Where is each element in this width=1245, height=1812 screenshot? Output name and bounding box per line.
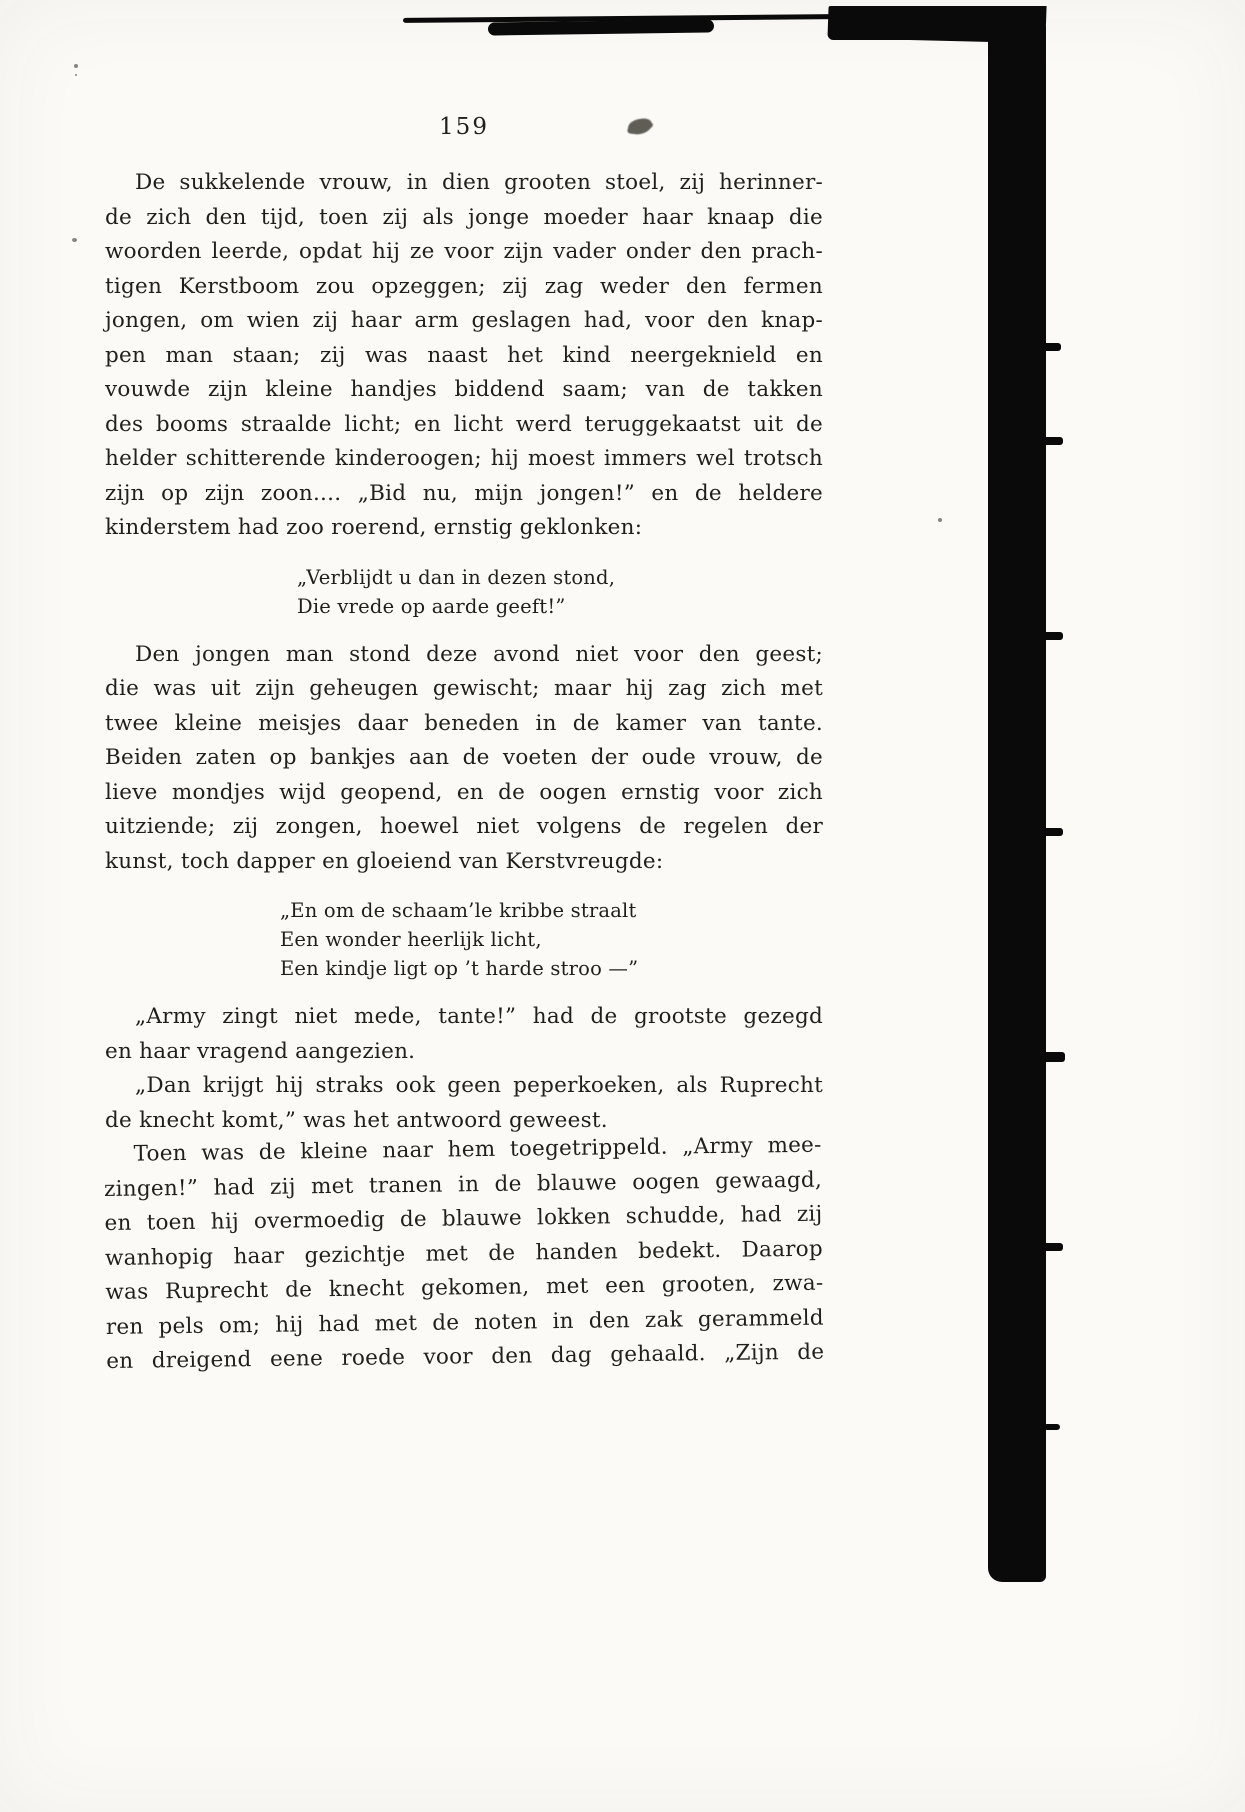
text-line: en toen hij overmoedig de blauwe lokken schudde, had zij: [104, 1201, 823, 1237]
text-line: kinderstem had zoo roerend, ernstig geklonken:: [105, 515, 643, 540]
verse-line: „En om de schaam’le kribbe straalt: [280, 899, 637, 922]
scan-artifact-tick: [1040, 1243, 1063, 1251]
ink-smudge-mark: [627, 117, 653, 135]
text-line: pen man staan; zij was naast het kind neergeknield en: [105, 342, 823, 368]
text-line: zingen!” had zij met tranen in de blauwe oogen gewaagd,: [103, 1167, 823, 1202]
scan-speck: [72, 238, 77, 242]
text-line: „Dan krijgt hij straks ook geen peperkoeken, als Ruprecht: [135, 1073, 823, 1098]
text-line: Beiden zaten op bankjes aan de voeten der oude vrouw, de: [105, 745, 823, 770]
page-number: 159: [439, 114, 489, 140]
text-line: Toen was de kleine naar hem toegetrippeld. „Army mee-: [133, 1132, 822, 1167]
text-line: en dreigend eene roede voor den dag gehaald. „Zijn de: [106, 1339, 825, 1374]
scan-artifact-tick: [1038, 343, 1061, 351]
text-column: [105, 110, 823, 1380]
text-line: de zich den tijd, toen zij als jonge moeder haar knaap die: [105, 204, 823, 230]
text-line: lieve mondjes wijd geopend, en de oogen ernstig voor zich: [105, 779, 823, 805]
text-line: De sukkelende vrouw, in dien grooten stoel, zij herinner-: [135, 170, 823, 195]
scan-artifact-tick: [1044, 1424, 1060, 1430]
verse-1: [297, 563, 823, 621]
text-line: ren pels om; hij had met de noten in den zak gerammeld: [105, 1305, 824, 1340]
scan-speck: [74, 64, 78, 68]
text-line: vouwde zijn kleine handjes biddend saam; van de takken: [105, 377, 823, 402]
text-line: twee kleine meisjes daar beneden in de kamer van tante.: [105, 710, 823, 736]
paragraph-1: [105, 166, 823, 546]
text-line: jongen, om wien zij haar arm geslagen had, voor den knap-: [105, 308, 823, 333]
scan-speck: [938, 518, 942, 522]
text-line: woorden leerde, opdat hij ze voor zijn vader onder den prach-: [105, 239, 823, 264]
text-line: wanhopig haar gezichtje met de handen bedekt. Daarop: [104, 1236, 824, 1271]
text-line: uitziende; zij zongen, hoewel niet volgens de regelen der: [105, 814, 823, 839]
text-line: „Army zingt niet mede, tante!” had de grootste gezegd: [135, 1004, 823, 1029]
verse-2: [280, 896, 823, 983]
verse-line: Een kindje ligt op ’t harde stroo —”: [280, 957, 639, 980]
text-line: en haar vragend aangezien.: [105, 1038, 416, 1064]
text-line: tigen Kerstboom zou opzeggen; zij zag weder den fermen: [105, 273, 823, 299]
verse-line: Een wonder heerlijk licht,: [280, 928, 542, 951]
scan-artifact-top-stroke: [488, 19, 714, 35]
text-line: helder schitterende kinderoogen; hij moest immers wel trotsch: [105, 446, 823, 471]
text-line: die was uit zijn geheugen gewischt; maar hij zag zich met: [105, 676, 823, 701]
page-header: [105, 110, 823, 144]
text-line: zijn op zijn zoon.... „Bid nu, mijn jongen!” en de heldere: [105, 480, 823, 506]
paragraph-5: [103, 1129, 824, 1380]
scan-artifact-tick: [1040, 828, 1063, 836]
paragraph-2: [105, 638, 823, 880]
text-line: de knecht komt,” was het antwoord geweest.: [105, 1107, 608, 1133]
paragraph-3: [105, 1000, 823, 1069]
text-line: des booms straalde licht; en licht werd teruggekaatst uit de: [105, 411, 823, 437]
verse-line: Die vrede op aarde geeft!”: [297, 594, 566, 618]
scan-artifact-binding-bar: [988, 26, 1046, 1582]
verse-line: „Verblijdt u dan in dezen stond,: [297, 565, 616, 589]
text-line: was Ruprecht de knecht gekomen, met een grooten, zwa-: [105, 1270, 824, 1305]
paragraph-4: [105, 1069, 823, 1138]
scan-artifact-tick: [1040, 437, 1063, 445]
text-line: Den jongen man stond deze avond niet voor den geest;: [135, 641, 823, 667]
scan-artifact-tick: [1040, 632, 1063, 640]
text-line: kunst, toch dapper en gloeiend van Kerstvreugde:: [105, 848, 664, 874]
scan-artifact-tick: [1042, 1052, 1065, 1062]
